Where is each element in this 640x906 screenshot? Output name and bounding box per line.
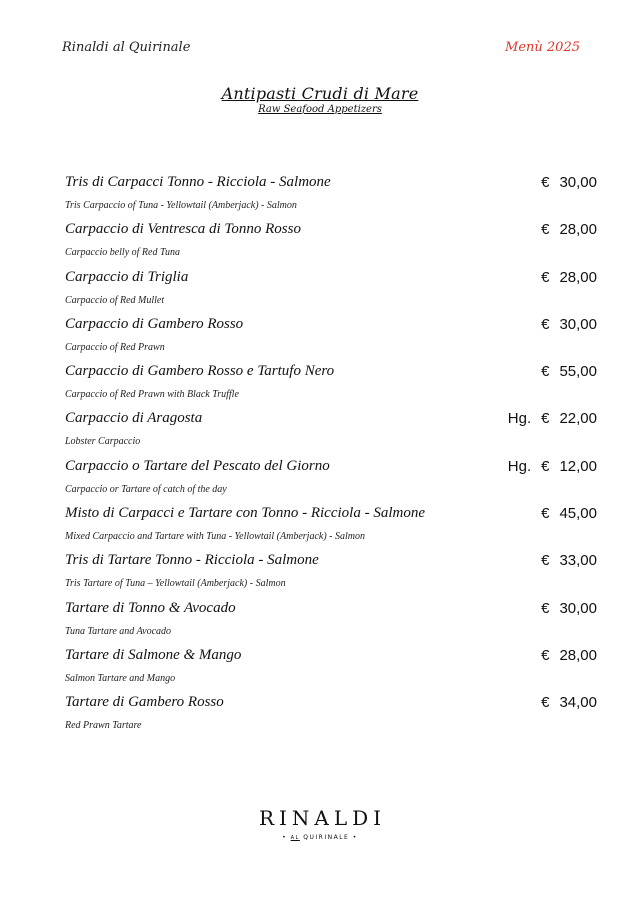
- restaurant-name: Rinaldi al Quirinale: [62, 40, 191, 55]
- menu-item-description: Carpaccio belly of Red Tuna: [65, 247, 180, 259]
- menu-item: [65, 692, 597, 739]
- price-unit: Hg.: [507, 457, 532, 475]
- menu-item: [65, 267, 597, 314]
- logo-quirinale: QUIRINALE: [303, 834, 350, 841]
- menu-item: [65, 219, 597, 266]
- menu-item-description: Tris Tartare of Tuna – Yellowtail (Amberjack) - Salmon: [65, 578, 286, 590]
- price-value: 30,00: [559, 174, 597, 191]
- menu-item-description: Carpaccio of Red Mullet: [65, 294, 165, 306]
- price-value: 28,00: [559, 221, 597, 239]
- logo-al: AL: [290, 835, 300, 841]
- menu-item-price: [541, 269, 597, 286]
- menu-item-price: [541, 552, 597, 569]
- price-value: 22,00: [559, 410, 597, 428]
- logo-bullet-right: •: [352, 834, 358, 841]
- price-value: 45,00: [559, 505, 597, 523]
- price-currency: €: [541, 174, 550, 191]
- menu-item-description: Salmon Tartare and Mango: [65, 672, 176, 684]
- menu-item-price: [541, 221, 597, 238]
- menu-item-description: Tuna Tartare and Avocado: [65, 625, 172, 637]
- menu-item-description: Tris Carpaccio of Tuna - Yellowtail (Amberjack) - Salmon: [65, 200, 297, 211]
- menu-item: [65, 314, 597, 361]
- price-currency: €: [541, 268, 550, 286]
- price-currency: €: [541, 646, 550, 664]
- menu-item: [65, 598, 597, 645]
- price-currency: €: [541, 221, 550, 239]
- menu-item-name: Tris di Carpacci Tonno - Ricciola - Salmone: [65, 174, 331, 190]
- menu-item-name: Carpaccio di Gambero Rosso e Tartufo Nero: [65, 363, 335, 380]
- section-title: Antipasti Crudi di Mare: [221, 84, 419, 103]
- menu-item-name: Carpaccio di Aragosta: [65, 410, 203, 427]
- section-subtitle: Raw Seafood Appetizers: [258, 104, 382, 115]
- menu-item-name: Tris di Tartare Tonno - Ricciola - Salmone: [65, 552, 319, 569]
- menu-year-label: Menù 2025: [505, 40, 580, 55]
- price-currency: €: [541, 505, 550, 523]
- menu-item-name: Tartare di Salmone & Mango: [65, 646, 242, 663]
- menu-item-description: Carpaccio of Red Prawn with Black Truffle: [65, 389, 239, 401]
- menu-item-description: Carpaccio of Red Prawn: [65, 341, 165, 353]
- menu-item-price: [541, 174, 597, 191]
- menu-item-description: Lobster Carpaccio: [65, 436, 141, 448]
- menu-item: [65, 361, 597, 408]
- price-currency: €: [541, 315, 550, 333]
- logo-bullet-left: •: [282, 834, 288, 841]
- price-value: 55,00: [559, 363, 597, 381]
- menu-item-name: Tartare di Gambero Rosso: [65, 694, 224, 711]
- menu-item-name: Carpaccio di Gambero Rosso: [65, 315, 244, 332]
- price-currency: €: [541, 457, 550, 475]
- menu-item-description: Carpaccio or Tartare of catch of the day: [65, 483, 227, 495]
- menu-item-name: Carpaccio o Tartare del Pescato del Giorno: [65, 457, 330, 474]
- price-currency: €: [541, 410, 550, 428]
- menu-item-description: Red Prawn Tartare: [65, 720, 142, 732]
- price-currency: €: [541, 552, 550, 570]
- menu-item-price: [541, 694, 597, 711]
- menu-item-name: Carpaccio di Ventresca di Tonno Rosso: [65, 221, 301, 238]
- price-unit: Hg.: [507, 410, 532, 428]
- price-value: 28,00: [559, 646, 597, 664]
- menu-item-price: [508, 458, 597, 475]
- menu-item-price: [508, 410, 597, 427]
- menu-item: [65, 645, 597, 692]
- price-value: 28,00: [559, 268, 597, 286]
- logo-tagline: [0, 834, 640, 841]
- menu-items-list: [65, 172, 597, 740]
- menu-item-price: [541, 647, 597, 664]
- price-value: 34,00: [559, 694, 597, 712]
- menu-item: [65, 456, 597, 503]
- logo-wordmark: RINALDI: [258, 806, 387, 830]
- menu-item-price: [541, 505, 597, 522]
- footer-logo: [0, 806, 640, 841]
- price-currency: €: [541, 599, 550, 617]
- price-currency: €: [541, 363, 550, 381]
- price-currency: €: [541, 694, 550, 712]
- menu-item: [65, 172, 597, 219]
- price-value: 33,00: [559, 552, 597, 570]
- menu-item: [65, 408, 597, 455]
- menu-item: [65, 550, 597, 597]
- menu-item-name: Carpaccio di Triglia: [65, 268, 189, 285]
- menu-item-price: [541, 600, 597, 617]
- menu-item-name: Tartare di Tonno & Avocado: [65, 599, 236, 616]
- menu-item-price: [541, 316, 597, 333]
- menu-item-name: Misto di Carpacci e Tartare con Tonno - Ricciola - Salmone: [65, 505, 425, 522]
- price-value: 30,00: [559, 599, 597, 617]
- menu-item-price: [541, 363, 597, 380]
- price-value: 12,00: [559, 457, 597, 475]
- menu-item: [65, 503, 597, 550]
- section-heading: [0, 84, 640, 115]
- price-value: 30,00: [559, 315, 597, 333]
- menu-item-description: Mixed Carpaccio and Tartare with Tuna - Yellowtail (Amberjack) - Salmon: [65, 531, 365, 543]
